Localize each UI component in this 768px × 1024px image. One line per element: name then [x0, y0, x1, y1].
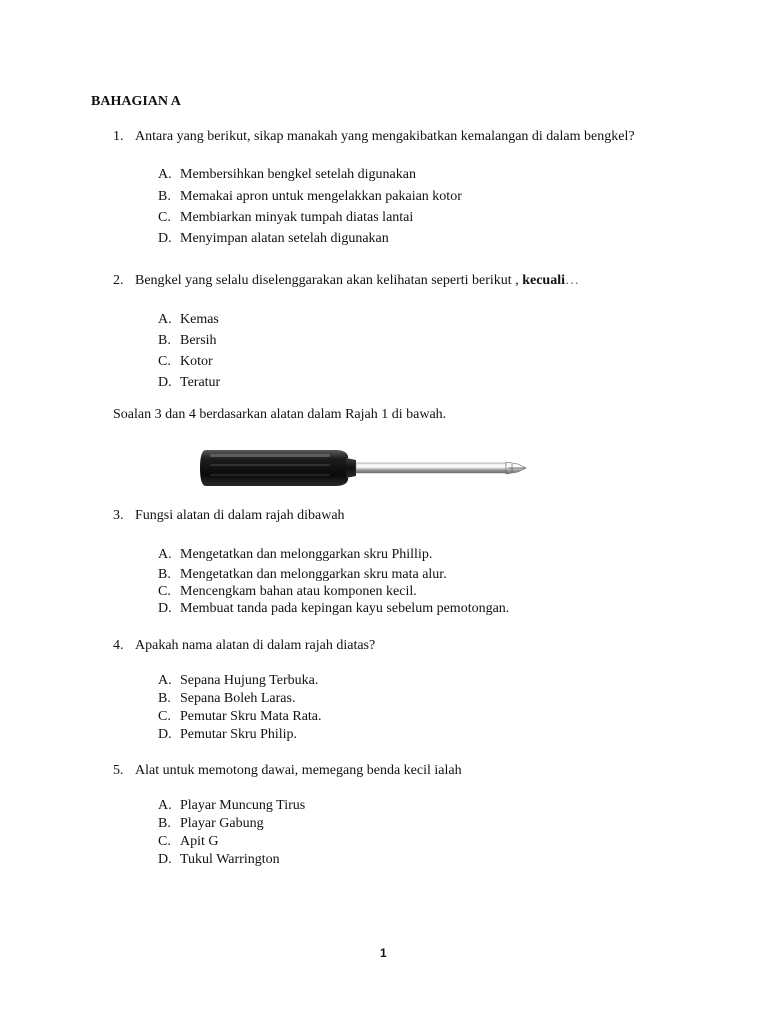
question-3: [113, 507, 345, 525]
option-text: Mencengkam bahan atau komponen kecil.: [180, 584, 417, 599]
q4-option-c: [158, 708, 322, 726]
option-text: Membuat tanda pada kepingan kayu sebelum pemotongan.: [180, 601, 510, 616]
option-letter: A.: [158, 798, 172, 813]
q2-option-a: [158, 311, 219, 329]
phillips-screwdriver-icon: [196, 440, 530, 496]
question-text: Bengkel yang selalu diselenggarakan akan kelihatan seperti berikut ,: [135, 273, 523, 288]
section-title: BAHAGIAN A: [91, 94, 181, 109]
option-text: Memakai apron untuk mengelakkan pakaian kotor: [180, 189, 462, 204]
question-number: 1.: [113, 129, 124, 144]
q5-option-c: [158, 833, 219, 851]
option-text: Pemutar Skru Philip.: [180, 727, 298, 742]
option-letter: B.: [158, 333, 171, 348]
option-letter: C.: [158, 834, 171, 849]
q3-option-b: [158, 566, 447, 584]
q1-option-b: [158, 188, 462, 206]
option-letter: D.: [158, 601, 172, 616]
option-letter: D.: [158, 727, 172, 742]
q1-option-c: [158, 209, 413, 227]
question-number: 3.: [113, 508, 124, 523]
page-number: 1: [380, 946, 387, 960]
q2-option-c: [158, 353, 213, 371]
option-text: Menyimpan alatan setelah digunakan: [180, 231, 389, 246]
q5-option-d: [158, 851, 280, 869]
question-text: Antara yang berikut, sikap manakah yang mengakibatkan kemalangan di dalam bengkel?: [135, 129, 635, 144]
option-letter: D.: [158, 375, 172, 390]
figure-intro-note: Soalan 3 dan 4 berdasarkan alatan dalam Rajah 1 di bawah.: [113, 407, 447, 422]
option-letter: D.: [158, 231, 172, 246]
question-4: [113, 637, 375, 655]
question-text: Apakah nama alatan di dalam rajah diatas?: [135, 638, 376, 653]
question-number: 4.: [113, 638, 124, 653]
option-text: Tukul Warrington: [180, 852, 280, 867]
option-text: Kemas: [180, 312, 219, 327]
q2-option-b: [158, 332, 217, 350]
question-5: [113, 762, 462, 780]
q4-option-b: [158, 690, 295, 708]
option-text: Playar Muncung Tirus: [180, 798, 306, 813]
question-1: [113, 128, 635, 146]
q3-option-d: [158, 600, 509, 618]
option-letter: A.: [158, 167, 172, 182]
option-letter: A.: [158, 673, 172, 688]
question-number: 5.: [113, 763, 124, 778]
question-number: 2.: [113, 273, 124, 288]
q1-option-d: [158, 230, 389, 248]
q4-option-a: [158, 672, 318, 690]
q3-option-a: [158, 546, 432, 564]
option-text: Mengetatkan dan melonggarkan skru Phillip.: [180, 547, 433, 562]
option-text: Teratur: [180, 375, 221, 390]
question-ellipsis: …: [564, 273, 579, 288]
option-letter: B.: [158, 816, 171, 831]
q5-option-a: [158, 797, 305, 815]
option-letter: C.: [158, 709, 171, 724]
option-text: Pemutar Skru Mata Rata.: [180, 709, 322, 724]
option-text: Mengetatkan dan melonggarkan skru mata alur.: [180, 567, 447, 582]
option-letter: A.: [158, 547, 172, 562]
option-text: Sepana Hujung Terbuka.: [180, 673, 319, 688]
option-letter: C.: [158, 354, 171, 369]
q5-option-b: [158, 815, 264, 833]
question-text: Fungsi alatan di dalam rajah dibawah: [135, 508, 345, 523]
option-text: Membiarkan minyak tumpah diatas lantai: [180, 210, 414, 225]
q4-option-d: [158, 726, 297, 744]
option-letter: C.: [158, 210, 171, 225]
option-letter: B.: [158, 189, 171, 204]
option-letter: D.: [158, 852, 172, 867]
option-text: Apit G: [180, 834, 219, 849]
option-text: Bersih: [180, 333, 217, 348]
question-text: Alat untuk memotong dawai, memegang benda kecil ialah: [135, 763, 462, 778]
question-emphasis: kecuali: [522, 273, 565, 288]
q1-option-a: [158, 166, 416, 184]
q2-option-d: [158, 374, 220, 392]
option-text: Sepana Boleh Laras.: [180, 691, 296, 706]
option-text: Playar Gabung: [180, 816, 264, 831]
option-text: Kotor: [180, 354, 213, 369]
option-text: Membersihkan bengkel setelah digunakan: [180, 167, 416, 182]
q3-option-c: [158, 583, 417, 601]
option-letter: B.: [158, 567, 171, 582]
option-letter: C.: [158, 584, 171, 599]
option-letter: A.: [158, 312, 172, 327]
option-letter: B.: [158, 691, 171, 706]
question-2: [113, 272, 579, 290]
